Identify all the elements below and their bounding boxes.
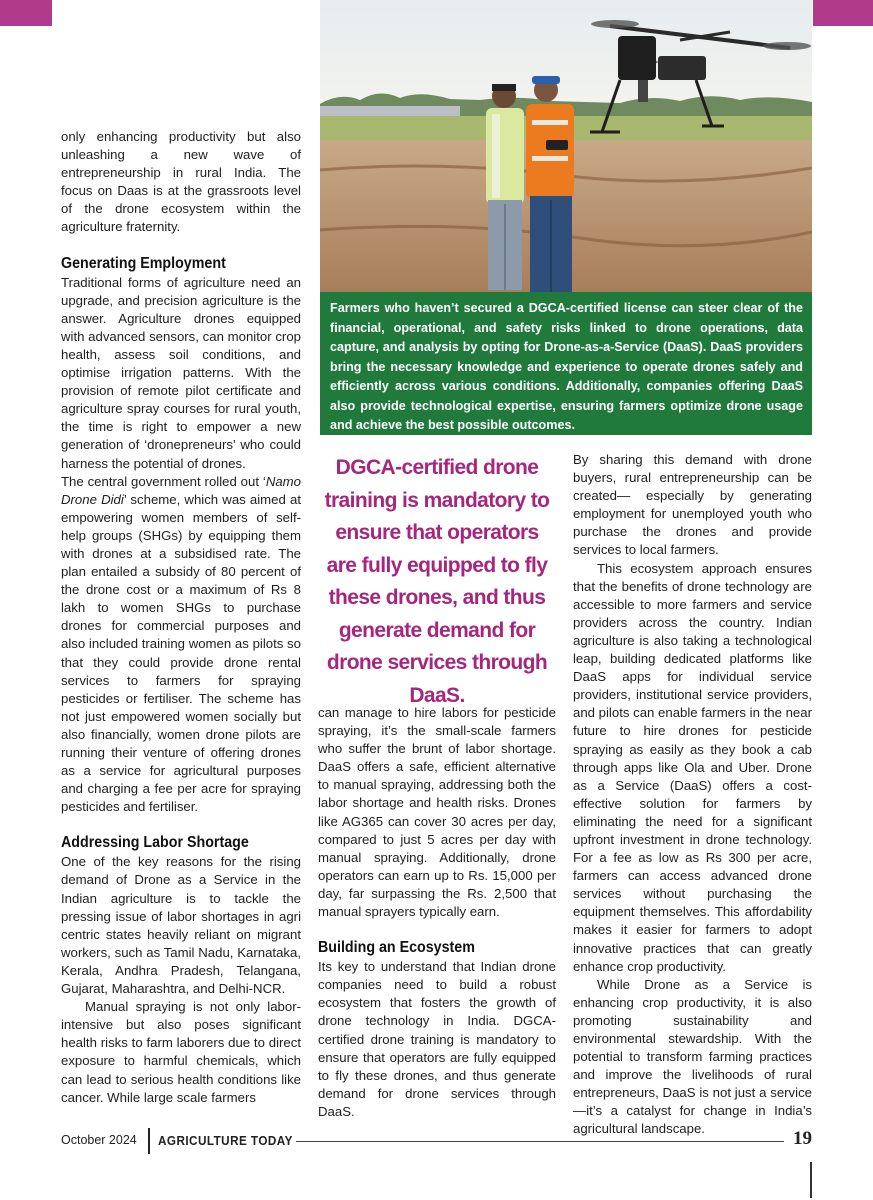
paragraph-text: The central government rolled out ‘: [61, 473, 266, 489]
article-column-3: [573, 451, 812, 1139]
footer-magazine-name: AGRICULTURE TODAY: [158, 1133, 293, 1148]
page-number: 19: [793, 1128, 812, 1149]
paragraph: One of the key reasons for the rising demand of Drone as a Service in the Indian agriculture is to tackle the pressing issue of labor shortages in agri centric states heavily reliant on migrant workers, such as Tamil Nadu, Karnataka, Kerala, Andhra Pradesh, Telangana, Gujarat, Maharashtra, and Delhi-NCR.: [61, 854, 301, 997]
section-heading-building-ecosystem: Building an Ecosystem: [318, 939, 475, 957]
article-column-2: [318, 704, 556, 1121]
scheme-name: Namo Drone Didi: [61, 473, 301, 507]
section-heading-generating-employment: Generating Employment: [61, 254, 226, 272]
section-heading-labor-shortage: Addressing Labor Shortage: [61, 834, 249, 852]
paragraph: While Drone as a Service is enhancing crop productivity, it is also promoting sustainability and environmental stewardship. With the potential to transform farming practices and improve the livelihoods of rural entrepreneurs, DaaS is not just a service—it’s a catalyst for change in India’s agricultural landscape.: [573, 976, 812, 1137]
paragraph: only enhancing productivity but also unleashing a new wave of entrepreneurship in rural India. The focus on Daas is at the grassroots level of the drone ecosystem within the agriculture fraternity.: [61, 129, 301, 235]
paragraph-text: ’ scheme, which was aimed at empowering women members of self-help groups (SHGs) by equipping them with drones at a subsidised rate. The plan entailed a subsidy of 80 percent of the drone cost or a maximum of Rs 8 lakh to women SHGs to purchase drones for commercial purposes and also included training women as pilots so that they could provide drone rental services to farmers for spraying pesticides or fertiliser. The scheme has not just empowered women socially but also financially, women drone pilots are running their venture of offering drones as a service for agricultural purposes and charging a fee per acre for spraying pesticides and fertiliser.: [61, 491, 301, 815]
margin-rule: [810, 1162, 812, 1198]
caption-text: Farmers who haven’t secured a DGCA-certified license can steer clear of the financial, operational, and safety risks linked to drone operations, data capture, and analysis by opting for Drone-as-a-Service (DaaS). DaaS providers bring the necessary knowledge and experience to operate drones safely and efficiently across various conditions. Additionally, companies offering DaaS also provide technological expertise, ensuring farmers optimize drone usage and achieve the best possible outcomes.: [330, 301, 803, 432]
footer-rule: [296, 1141, 784, 1142]
photo-caption: [320, 292, 812, 435]
drone-farmers-photo: [320, 0, 812, 292]
article-column-1: [61, 128, 301, 1107]
footer-date: October 2024: [61, 1133, 137, 1147]
corner-accent-right: [813, 0, 873, 26]
paragraph: Manual spraying is not only labor-intensive but also poses significant health risks to farm laborers due to direct exposure to harmful chemicals, which can lead to serious health conditions like cancer. While large scale farmers: [61, 999, 301, 1105]
paragraph: This ecosystem approach ensures that the benefits of drone technology are accessible to more farmers and service providers across the country. Indian agriculture is also taking a technological leap, building dedicated platforms like DaaS apps for individual service providers, institutional service providers, and pilots can enable farmers in the near future to hire drones for pesticide spraying as easily as they book a cab through apps like Ola and Uber. Drone as a Service (DaaS) offers a cost-effective solution for farmers by eliminating the need for a significant upfront investment in drone technology. For a fee as low as Rs 300 per acre, farmers can access advanced drone services without purchasing the equipment themselves. This affordability makes it easier for farmers to adopt innovative practices that can greatly enhance crop productivity.: [573, 560, 812, 974]
corner-accent-left: [0, 0, 52, 26]
paragraph: By sharing this demand with drone buyers, rural entrepreneurship can be created— especially by generating employment for unemployed youth who purchase the drones and provide services to local farmers.: [573, 452, 812, 558]
paragraph: [61, 473, 301, 817]
footer-divider: [148, 1128, 150, 1154]
paragraph: can manage to hire labors for pesticide spraying, it’s the small-scale farmers who suffer the brunt of labor shortage. DaaS offers a safe, efficient alternative to manual spraying, addressing both the labor shortage and health risks. Drones like AG365 can cover 30 acres per day, compared to just 5 acres per day with manual spraying. Additionally, drone operators can earn up to Rs. 15,000 per day, far surpassing the Rs. 2,500 that manual sprayers typically earn.: [318, 705, 556, 920]
pull-quote: [318, 452, 556, 712]
paragraph: Traditional forms of agriculture need an upgrade, and precision agriculture is the answer. Agriculture drones equipped with advanced sensors, can monitor crop health, assess soil conditions, and optimise irrigation patterns. With the provision of remote pilot certificate and agriculture spray courses for rural youth, the time is right to empower a new generation of ‘dronepreneurs’ who could harness the potential of drones.: [61, 274, 301, 471]
paragraph: Its key to understand that Indian drone companies need to build a robust ecosystem that fosters the growth of drone technology in India. DGCA-certified drone training is mandatory to ensure that operators are fully equipped to fly these drones, and thus generate demand for drone services through DaaS.: [318, 959, 556, 1119]
pull-quote-text: DGCA-certified drone training is mandatory to ensure that operators are fully equipped to fly these drones, and thus generate demand for drone services through DaaS.: [324, 456, 550, 707]
